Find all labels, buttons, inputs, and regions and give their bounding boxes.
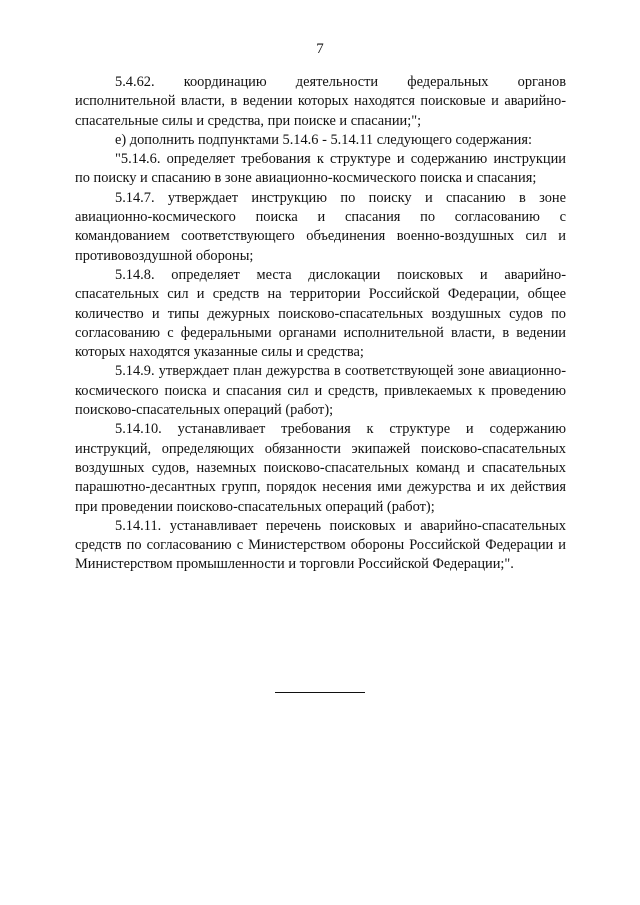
page-number: 7 <box>316 41 324 57</box>
paragraph-amendment-e: е) дополнить подпунктами 5.14.6 - 5.14.11 следующего содержания: <box>115 131 532 148</box>
paragraph-5-14-11: 5.14.11. устанавливает перечень поисковых и аварийно-спасательных средств по согласованию с Министерством обороны Российской Федерации и Министерством промышленности и торговли Российской Федерации;". <box>75 517 566 573</box>
paragraph-5-4-62: 5.4.62. координацию деятельности федеральных органов исполнительной власти, в ведении которых находятся поисковые и аварийно-спасательные силы и средства, при поиске и спасании;"; <box>75 74 566 129</box>
paragraph-5-14-7: 5.14.7. утверждает инструкцию по поиску и спасанию в зоне авиационно-космического поиска и спасания по согласованию с командованием соответствующего объединения военно-воздушных сил и противовоздушной обороны; <box>75 189 566 264</box>
paragraph-5-14-6: "5.14.6. определяет требования к структуре и содержанию инструкции по поиску и спасанию в зоне авиационно-космического поиска и спасания; <box>75 151 566 187</box>
paragraph-5-14-9: 5.14.9. утверждает план дежурства в соответствующей зоне авиационно-космического поиска и спасания сил и средств, привлекаемых к проведению поисково-спасательных операций (работ); <box>75 363 566 419</box>
paragraph-5-14-8: 5.14.8. определяет места дислокации поисковых и аварийно-спасательных сил и средств на территории Российской Федерации, общее количество и типы дежурных поисково-спасательных воздушных судов по согласованию с федеральными органами исполнительной власти, в ведении которых находятся указанные силы и средства; <box>75 266 566 361</box>
document-body <box>75 73 566 575</box>
end-separator-line <box>275 692 365 693</box>
paragraph-5-14-10: 5.14.10. устанавливает требования к структуре и содержанию инструкций, определяющих обязанности экипажей поисково-спасательных воздушных судов, наземных поисково-спасательных команд и спасательных парашютно-десантных групп, порядок несения ими дежурства и их действия при проведении поисково-спасательных операций (работ); <box>75 421 566 515</box>
